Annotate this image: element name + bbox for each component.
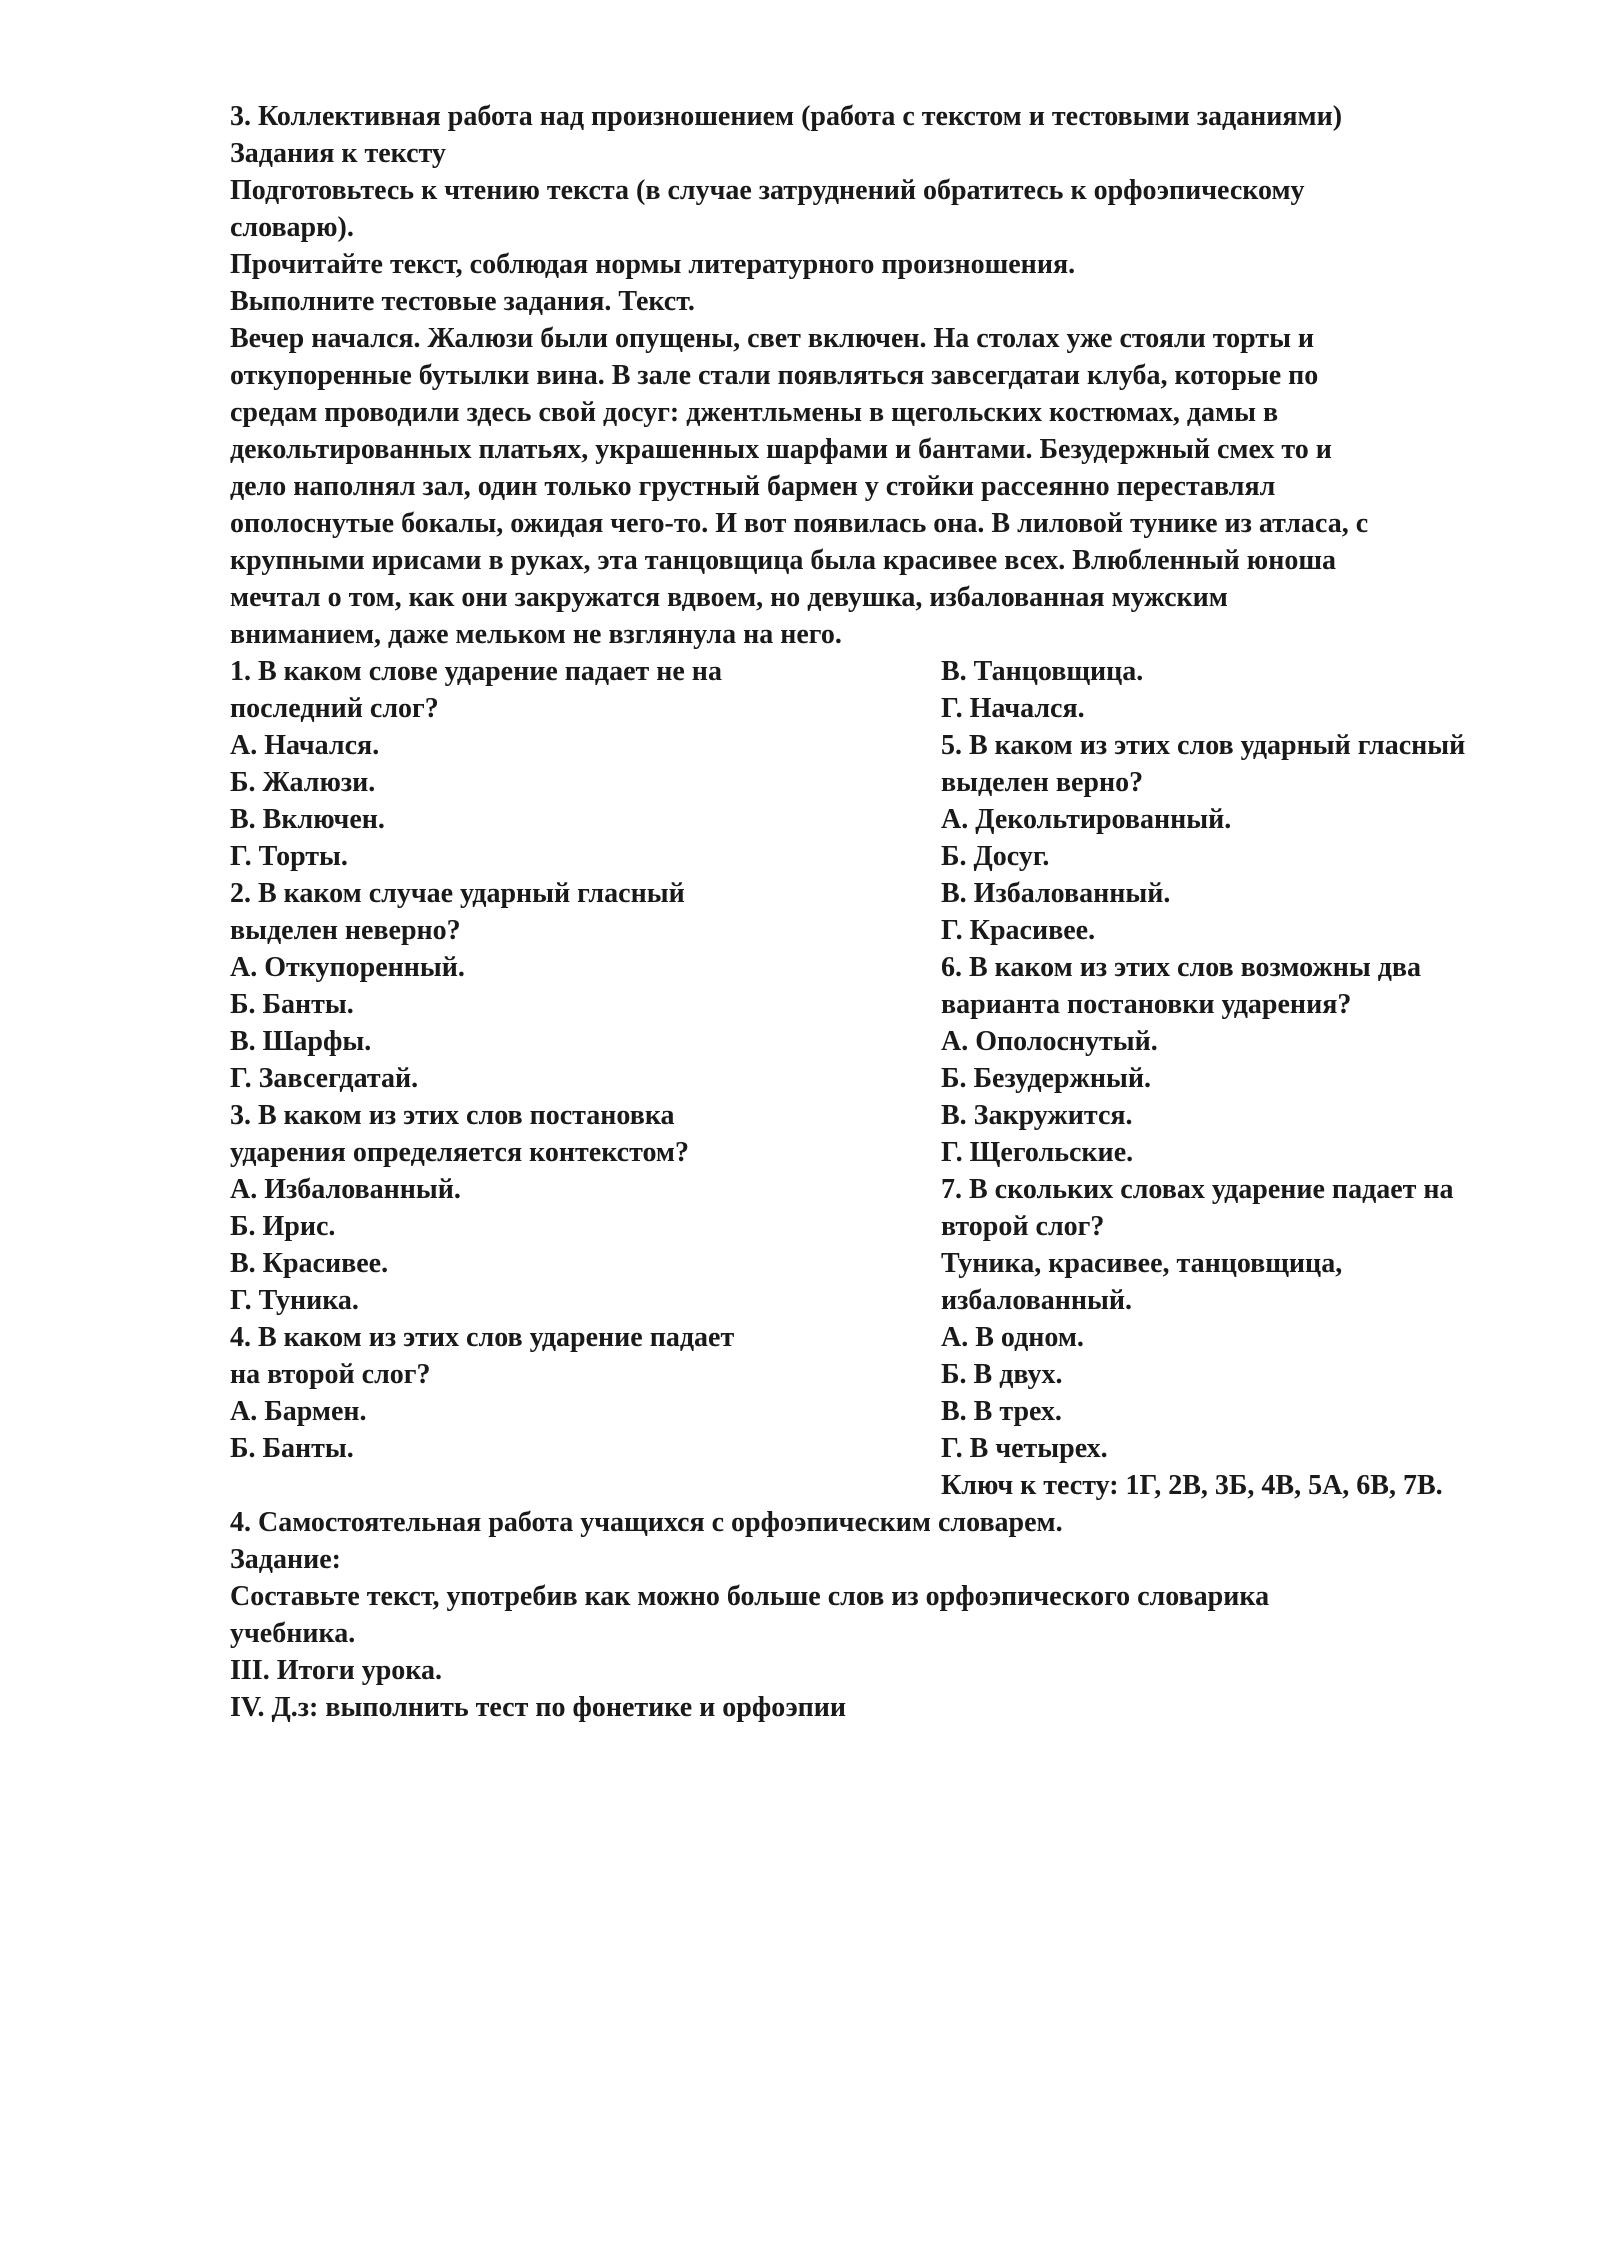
document-page: [230, 98, 1566, 1726]
answer-option: Г. Красивее.: [941, 915, 1096, 946]
question-5-line-1: 5. В каком из этих слов ударный гласный: [941, 730, 1466, 761]
answer-option: В. Танцовщица.: [941, 656, 1144, 687]
answer-option: Г. В четырех.: [941, 1433, 1108, 1464]
answer-option: Б. Жалюзи.: [230, 767, 376, 798]
answer-option: Б. Безудержный.: [941, 1063, 1151, 1094]
answer-key: Ключ к тесту: 1Г, 2В, 3Б, 4В, 5А, 6В, 7В.: [941, 1470, 1443, 1501]
answer-option: Б. Досуг.: [941, 841, 1050, 872]
answer-option: В. Красивее.: [230, 1248, 389, 1279]
answer-option: А. Декольтированный.: [941, 804, 1232, 835]
tasks-title: Задания к тексту: [230, 138, 446, 169]
text-line: вниманием, даже мельком не взглянула на него.: [230, 619, 842, 650]
section-4-task-line-2: учебника.: [230, 1618, 356, 1649]
answer-option: Б. Ирис.: [230, 1211, 336, 1242]
question-4-line-2: на второй слог?: [230, 1359, 431, 1390]
answer-option: А. Избалованный.: [230, 1174, 461, 1205]
section-4-task-line-1: Составьте текст, употребив как можно больше слов из орфоэпического словарика: [230, 1581, 1270, 1612]
text-line: откупоренные бутылки вина. В зале стали появляться завсегдатаи клуба, которые по: [230, 360, 1319, 391]
instruction-do-tests: Выполните тестовые задания. Текст.: [230, 286, 695, 317]
answer-option: А. Бармен.: [230, 1396, 367, 1427]
answer-option: В. Включен.: [230, 804, 385, 835]
question-5-line-2: выделен верно?: [941, 767, 1144, 798]
question-1-line-2: последний слог?: [230, 693, 439, 724]
answer-option: Г. Туника.: [230, 1285, 359, 1316]
instruction-prepare-line-2: словарю).: [230, 212, 354, 243]
question-7-line-2: второй слог?: [941, 1211, 1105, 1242]
question-2-line-2: выделен неверно?: [230, 915, 461, 946]
answer-option: А. Ополоснутый.: [941, 1026, 1158, 1057]
question-2-line-1: 2. В каком случае ударный гласный: [230, 878, 685, 909]
question-3-line-2: ударения определяется контекстом?: [230, 1137, 689, 1168]
answer-option: В. Закружится.: [941, 1100, 1133, 1131]
text-line: Вечер начался. Жалюзи были опущены, свет включен. На столах уже стояли торты и: [230, 323, 1315, 354]
answer-option: Г. Начался.: [941, 693, 1085, 724]
question-6-line-1: 6. В каком из этих слов возможны два: [941, 952, 1421, 983]
answer-option: Б. В двух.: [941, 1359, 1063, 1390]
text-line: крупными ирисами в руках, эта танцовщица была красивее всех. Влюбленный юноша: [230, 545, 1336, 576]
answer-option: Г. Завсегдатай.: [230, 1063, 419, 1094]
question-6-line-2: варианта постановки ударения?: [941, 989, 1352, 1020]
text-line: дело наполнял зал, один только грустный бармен у стойки рассеянно переставлял: [230, 471, 1276, 502]
instruction-read: Прочитайте текст, соблюдая нормы литературного произношения.: [230, 249, 1076, 280]
question-3-line-1: 3. В каком из этих слов постановка: [230, 1100, 675, 1131]
test-columns: [230, 653, 1566, 1504]
answer-option: А. Откупоренный.: [230, 952, 465, 983]
text-line: средам проводили здесь свой досуг: джентльмены в щегольских костюмах, дамы в: [230, 397, 1279, 428]
question-1-line-1: 1. В каком слове ударение падает не на: [230, 656, 722, 687]
answer-option: В. Шарфы.: [230, 1026, 372, 1057]
question-7-line-1: 7. В скольких словах ударение падает на: [941, 1174, 1454, 1205]
answer-option: Б. Банты.: [230, 989, 354, 1020]
answer-option: Г. Щегольские.: [941, 1137, 1134, 1168]
text-line: декольтированных платьях, украшенных шарфами и бантами. Безудержный смех то и: [230, 434, 1332, 465]
answer-option: Б. Банты.: [230, 1433, 354, 1464]
section-iv-heading: IV. Д.з: выполнить тест по фонетике и орфоэпии: [230, 1692, 847, 1723]
question-7-words-line-2: избалованный.: [941, 1285, 1133, 1316]
answer-option: В. Избалованный.: [941, 878, 1171, 909]
text-line: мечтал о том, как они закружатся вдвоем, но девушка, избалованная мужским: [230, 582, 1228, 613]
section-3-heading: 3. Коллективная работа над произношением (работа с текстом и тестовыми заданиями): [230, 101, 1343, 132]
reading-text: [230, 320, 1566, 653]
test-left-column: [230, 653, 941, 1504]
answer-option: В. В трех.: [941, 1396, 1062, 1427]
section-4-task-label: Задание:: [230, 1544, 341, 1575]
section-4-heading: 4. Самостоятельная работа учащихся с орфоэпическим словарем.: [230, 1507, 1063, 1538]
text-line: ополоснутые бокалы, ожидая чего-то. И вот появилась она. В лиловой тунике из атласа, с: [230, 508, 1369, 539]
answer-option: Г. Торты.: [230, 841, 348, 872]
section-iii-heading: III. Итоги урока.: [230, 1655, 442, 1686]
question-7-words-line-1: Туника, красивее, танцовщица,: [941, 1248, 1343, 1279]
question-4-line-1: 4. В каком из этих слов ударение падает: [230, 1322, 735, 1353]
test-right-column: [941, 653, 1566, 1504]
answer-option: А. Начался.: [230, 730, 380, 761]
answer-option: А. В одном.: [941, 1322, 1084, 1353]
instruction-prepare-line-1: Подготовьтесь к чтению текста (в случае затруднений обратитесь к орфоэпическому: [230, 175, 1305, 206]
